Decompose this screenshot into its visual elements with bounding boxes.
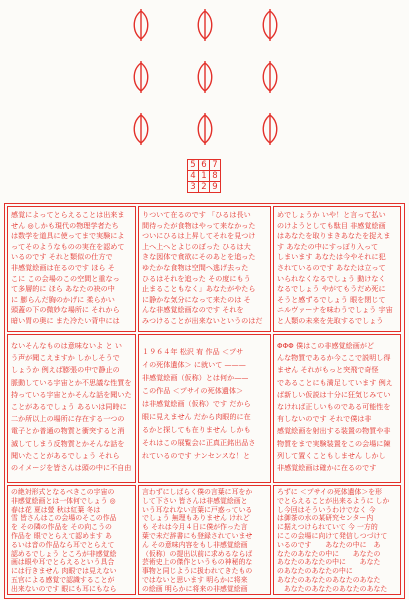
text-panel xyxy=(138,485,271,595)
lens-icon xyxy=(198,61,212,93)
lens-icon xyxy=(134,9,148,41)
text-panel xyxy=(138,206,271,332)
text-panel xyxy=(7,334,136,483)
lens-icon xyxy=(198,113,212,145)
panel-text: ΦΦΦ 僕はこの非感覚絵画がど んな物質であるか今ここで説明し得 ません それがもっと突飛で奇怪 であることにも満足しています 例え ば新しい仮説は十分に狂気じみてい なければ正しいものである可能性を 有しないのです それで僕は非 感覚絵画を射出する装置の物質や非 物質をまで実験装置をこの会場に陳 列して置くこともしません しかし 非感覚絵画は確かに在るのです xyxy=(277,341,393,473)
magic-square-cell: 4 xyxy=(188,171,199,182)
panel-text: めでしょうか いや！と言って払い のけようとしても駄目 非感覚絵画 はあなたを取りまきあなたを捉えま す あなたの中にすっぽり入って しまいます あなたは今やそれに犯 されているのです あなたは立って いられなくなるでしょう 動けなく なるでしょう やがてもうだめ死に そうと感ずるでしょう 眼を閉じて ニルヴァーナを味わうでしょう 宇宙 と人類の未来を先取するでしょう xyxy=(277,210,393,325)
text-panel xyxy=(273,485,401,595)
magic-square-cell: 6 xyxy=(199,160,210,171)
text-panel xyxy=(273,334,401,483)
magic-square-cell: 2 xyxy=(199,182,210,193)
panel-text: ないそんなものは意味ないよ と い う声が聞こえますか しかしそうで しょうか 例えば膨張の中で静止の 脈動している宇宙とか不思議な性質を 持っている宇宙とかそんな話を聞いた ことがあるでしょう あるいは同時に 二か所以上の場所に存在する一つの 電子とか普通の物質と衝突すると消 滅してしまう反物質とかそんな話を 聞いたことがあるでしょう それら のイメージを皆さんは頭の中に不自由 xyxy=(11,341,132,473)
text-panel xyxy=(7,206,136,332)
panel-text: ろずに ＜プサイの死体遺体＞を形 でとらえることが出来るように しか し今回はそういうわけでなく 今 は御茶の水の某研究センター内 に据えつけられていて 今 一方的 にこの会場に向けて発信しつづけて いるのです あなたの中に あ なたのあなたの中に あなたの あなたのあなたの中に あなた のあなたのあなたの中に あなたのあなたのあなたのあなた あなたのあなたのあなたのあなた xyxy=(277,488,390,593)
panel-text: 言わずにしばらく僕の言葉に耳をか して下さい 皆さんは非感覚絵画と いう耳なれない言葉に戸惑っている でしょう 無理もありません けれど も それは今月４日に僕が作った言 葉で未だ辞書にも登録されていませ ん その意味内容をもし非感覚絵画 （仮称）の提出以前に求めるならば 芸術史上の傑作というもの神秘的な 事物と同じように扱われてきたもの ではないと思います 明らかに将来 の絵画 明らかに将来の非感覚絵画 xyxy=(142,488,253,593)
magic-square-cell: 5 xyxy=(188,160,199,171)
panel-text: １９６４年 松沢 宥 作品 ＜プサ イの死体遺体＞ に就いて ——— 非感覚絵画（仮称）とは何か—— この作品 ＜プサイの死体遺体＞ は非感覚絵画（仮称）です だから 眼に見えません だから肉眼的に在 るかと探しても在りません しかも それはこの展覧会に正真正銘出品さ れているのです ナンセンスな！と xyxy=(142,347,256,460)
magic-square-cell: 3 xyxy=(188,182,199,193)
lens-icon xyxy=(198,9,212,41)
magic-square-cell: 8 xyxy=(210,171,221,182)
text-panel-title xyxy=(138,334,271,483)
panel-text: の絶対形式となるべきこの宇宙の 非感覚絵画とは一体何でしょう ◎ 春は花 夏は螢 秋は紅葉 冬は 雪 皆さんはこの会場のそこの作品 を その隣の作品を その向こうの 作品を 眼でとらえて認めます あ るいは音の作品なら耳でとらえて 認めるでしょう ところが非感覚絵 画は眼や耳でとらえるという具合 には行きません 肉眼では見えない 五官による感覚で認識することが 出来ないのです 眼にも耳にもなら xyxy=(11,488,117,593)
lens-icon xyxy=(134,113,148,145)
panel-text: 感覚によってとらえることは出来ま せん ◎しかも現代の物理学者たち は数学を道具に使ってまで実験によ ってそのようなものの実在を認めて いるのです それと類似の仕方で 非感覚絵画は在るのです ほら そ こに この会場のこの空間と重なっ て多層的に ほら あなたの袂の中 に 膨らんだ胸のかげに 柔らかい 頭蓋の下の微妙な場所に それから 暗い胃の奥に また冷たい背中には xyxy=(11,210,125,325)
text-panel xyxy=(273,206,401,332)
text-panel xyxy=(7,485,136,595)
text-grid xyxy=(4,203,405,599)
magic-square-cell: 1 xyxy=(199,171,210,182)
lens-icon xyxy=(263,61,277,93)
symbol-grid xyxy=(0,0,409,150)
lens-icon xyxy=(263,9,277,41)
lens-icon xyxy=(134,61,148,93)
magic-square-cell: 7 xyxy=(210,160,221,171)
magic-square xyxy=(187,159,221,193)
lens-icon xyxy=(263,113,277,145)
panel-text: りついて在るのです 「ひるは長い 間待ったが食物はやって来なかった ついにひるは上昇してそれを見つけ 上へ上へとよじのぼった ひるは大 きな図体で貪欲にそのあとを追った ゆたかな食物は空間へ逃げ去った ひるはそれを追った その度にもう 止まることもなく」あなたがやたら に静かな気分になって来たのは そ んな非感覚絵画なのです それを みつけることが出来ないというのはだ xyxy=(142,210,263,325)
magic-square-cell: 9 xyxy=(210,182,221,193)
